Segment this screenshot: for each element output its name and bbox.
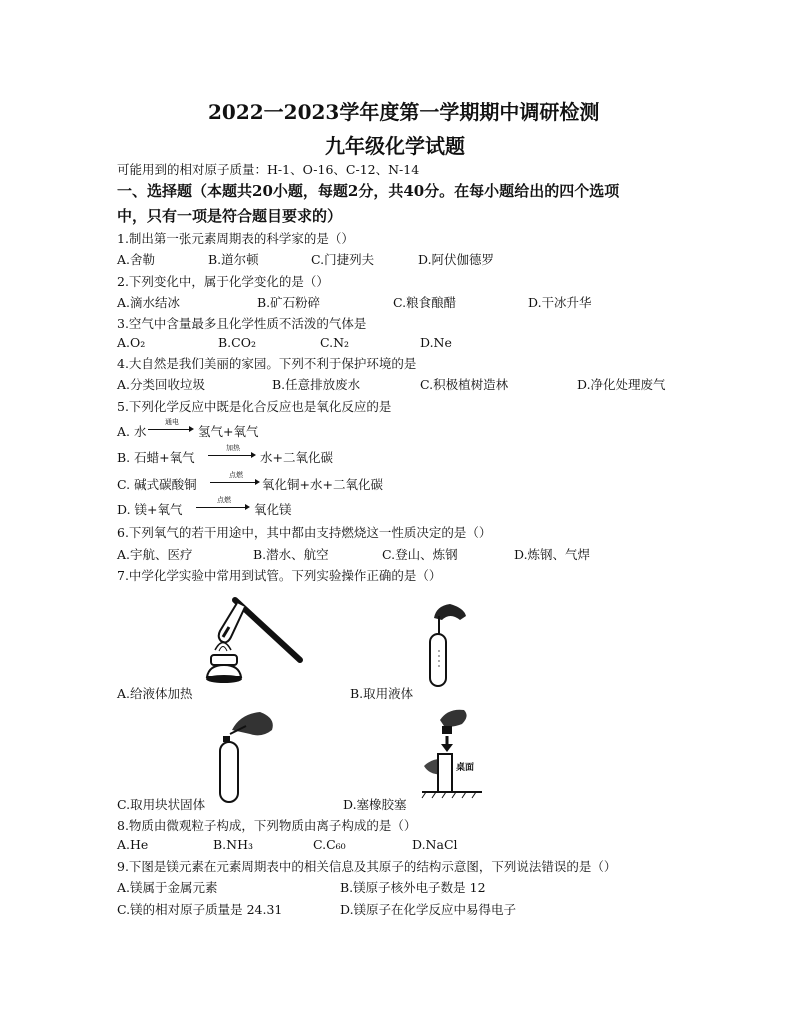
q3-option-a: A.O₂ (117, 335, 146, 350)
q5-option-a-arrow (148, 417, 196, 431)
q2-option-d: D.干冰升华 (528, 295, 592, 310)
q5-option-c-products: 氧化铜+水+二氧化碳 (262, 477, 383, 492)
q3-stem: 3.空气中含量最多且化学性质不活泼的气体是 (117, 316, 367, 331)
q4-stem: 4.大自然是我们美丽的家园。下列不利于保护环境的是 (117, 356, 417, 371)
q1-option-b: B.道尔顿 (208, 252, 259, 267)
q5-option-d-products: 氧化镁 (254, 502, 292, 517)
q6-option-a: A.宇航、医疗 (117, 547, 193, 562)
q2-option-b: B.矿石粉碎 (257, 295, 321, 310)
q1-stem: 1.制出第一张元素周期表的科学家的是（） (117, 231, 354, 246)
q2-option-c: C.粮食酿醋 (393, 295, 457, 310)
q2-option-a: A.滴水结冰 (117, 295, 181, 310)
table-surface-label: 桌面 (456, 763, 475, 773)
q9-option-a: A.镁属于金属元素 (117, 880, 218, 895)
q5-option-d-reactants: D. 镁+氧气 (117, 502, 183, 517)
q9-option-d: D.镁原子在化学反应中易得电子 (340, 902, 517, 917)
q8-option-d: D.NaCl (412, 837, 458, 852)
q2-stem: 2.下列变化中，属于化学变化的是（） (117, 274, 329, 289)
q7-option-b: B.取用液体 (350, 686, 414, 701)
q5-option-d-condition: 点燃 (217, 496, 231, 504)
page-subtitle: 九年级化学试题 (325, 134, 465, 158)
q9-option-c: C.镁的相对原子质量是 24.31 (117, 902, 283, 917)
q7-option-a: A.给液体加热 (117, 686, 193, 701)
q5-option-c-reactants: C. 碱式碳酸铜 (117, 477, 197, 492)
page-title: 2022一2023学年度第一学期期中调研检测 (208, 100, 600, 124)
q7-option-c: C.取用块状固体 (117, 797, 206, 812)
q1-option-c: C.门捷列夫 (311, 252, 375, 267)
taking-liquid-figure (420, 600, 470, 695)
q5-option-a-reactants: A. 水 (117, 424, 147, 439)
q5-option-b-products: 水+二氧化碳 (260, 450, 333, 465)
q4-option-b: B.任意排放废水 (272, 377, 361, 392)
q6-option-d: D.炼钢、气焊 (514, 547, 591, 562)
q8-stem: 8.物质由微观粒子构成，下列物质由离子构成的是（） (117, 818, 417, 833)
q5-option-b-reactants: B. 石蜡+氧气 (117, 450, 195, 465)
q1-option-d: D.阿伏伽德罗 (418, 252, 495, 267)
q6-stem: 6.下列氧气的若干用途中，其中都由支持燃烧这一性质决定的是（） (117, 525, 492, 540)
q5-stem: 5.下列化学反应中既是化合反应也是氧化反应的是 (117, 399, 392, 414)
q8-option-a: A.He (117, 837, 149, 852)
q7-stem: 7.中学化学实验中常用到试管。下列实验操作正确的是（） (117, 568, 442, 583)
atomic-mass-note: 可能用到的相对原子质量：H-1、O-16、C-12、N-14 (117, 162, 420, 177)
q5-option-c-condition: 点燃 (229, 471, 243, 479)
q9-stem: 9.下图是镁元素在元素周期表中的相关信息及其原子的结构示意图，下列说法错误的是（） (117, 859, 617, 874)
q5-option-b-arrow (208, 443, 258, 457)
q5-option-b-condition: 加热 (226, 444, 240, 452)
q5-option-d-arrow (196, 495, 252, 509)
q6-option-c: C.登山、炼钢 (382, 547, 458, 562)
heating-liquid-figure (205, 595, 305, 695)
q1-option-a: A.舍勒 (117, 252, 156, 267)
q6-option-b: B.潜水、航空 (253, 547, 329, 562)
section-heading-line2: 中，只有一项是符合题目要求的） (117, 207, 343, 225)
q5-option-a-condition: 通电 (165, 418, 179, 426)
q4-option-a: A.分类回收垃圾 (117, 377, 206, 392)
q3-option-c: C.N₂ (320, 335, 350, 350)
q9-option-b: B.镁原子核外电子数是 12 (340, 880, 486, 895)
q8-option-b: B.NH₃ (213, 837, 254, 852)
inserting-stopper-figure (410, 704, 506, 800)
q8-option-c: C.C₆₀ (313, 837, 346, 852)
q3-option-b: B.CO₂ (218, 335, 256, 350)
section-heading-line1: 一、选择题（本题共20小题，每题2分，共40分。在每小题给出的四个选项 (117, 182, 620, 200)
q5-option-a-products: 氢气+氧气 (198, 424, 259, 439)
q3-option-d: D.Ne (420, 335, 452, 350)
q4-option-d: D.净化处理废气 (577, 377, 666, 392)
q4-option-c: C.积极植树造林 (420, 377, 509, 392)
q7-option-d: D.塞橡胶塞 (343, 797, 407, 812)
taking-solid-figure (210, 708, 280, 806)
q5-option-c-arrow (210, 470, 262, 484)
